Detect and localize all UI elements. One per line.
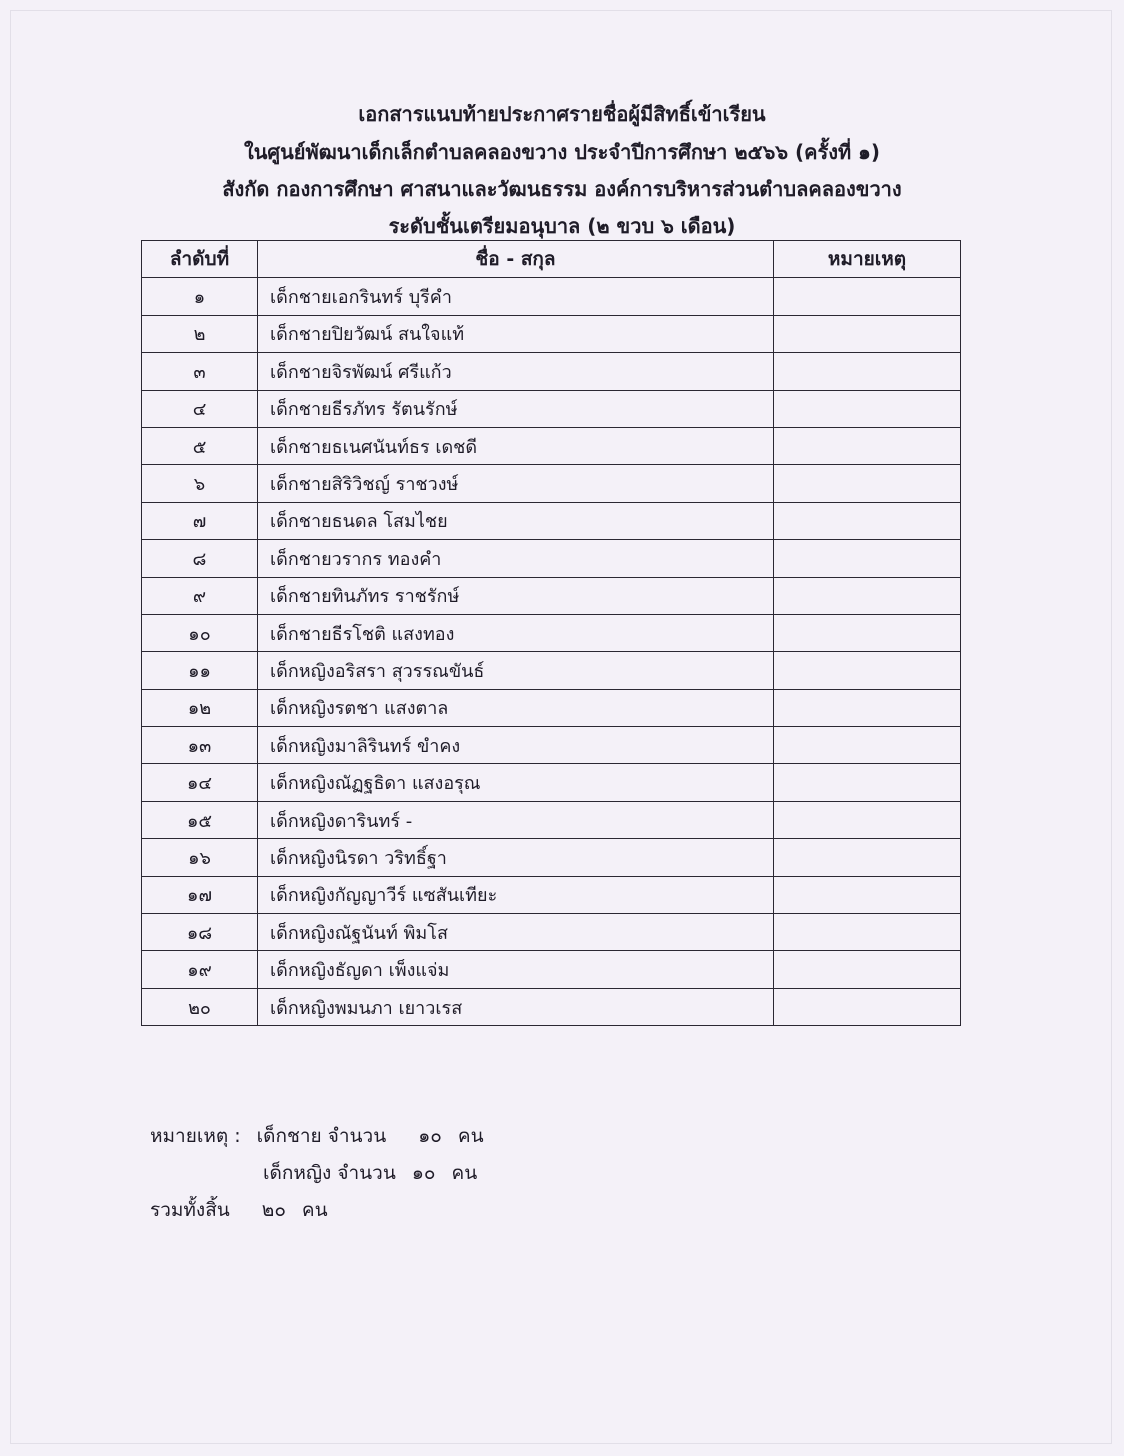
table-row xyxy=(142,315,961,352)
title-line-1: เอกสารแนบท้ายประกาศรายชื่อผู้มีสิทธิ์เข้าเรียน xyxy=(358,102,766,126)
order-cell: ๑๕ xyxy=(142,801,258,838)
table-row xyxy=(142,465,961,502)
note-cell xyxy=(774,652,961,689)
order-cell: ๑๐ xyxy=(142,614,258,651)
table-row xyxy=(142,988,961,1025)
note-cell xyxy=(774,727,961,764)
name-cell: เด็กหญิงมาลิรินทร์ ขำคง xyxy=(258,727,774,764)
note-cell xyxy=(774,502,961,539)
note-cell xyxy=(774,839,961,876)
summary-total xyxy=(150,1195,328,1225)
order-cell: ๓ xyxy=(142,353,258,390)
note-cell xyxy=(774,315,961,352)
table-row xyxy=(142,876,961,913)
summary-total-label: รวมทั้งสิ้น xyxy=(150,1199,230,1221)
note-cell xyxy=(774,540,961,577)
table-row xyxy=(142,577,961,614)
note-cell xyxy=(774,876,961,913)
order-cell: ๒๐ xyxy=(142,988,258,1025)
order-cell: ๑๗ xyxy=(142,876,258,913)
table-header-row xyxy=(142,241,961,278)
note-cell xyxy=(774,465,961,502)
name-cell: เด็กหญิงดารินทร์ - xyxy=(258,801,774,838)
table-row xyxy=(142,764,961,801)
name-cell: เด็กหญิงณัฐนันท์ พิมโส xyxy=(258,914,774,951)
order-cell: ๑๖ xyxy=(142,839,258,876)
order-cell: ๖ xyxy=(142,465,258,502)
document-title xyxy=(0,95,1124,133)
note-cell xyxy=(774,577,961,614)
summary-note-label: หมายเหตุ : xyxy=(150,1125,241,1147)
name-cell: เด็กหญิงพมนภา เยาวเรส xyxy=(258,988,774,1025)
order-cell: ๒ xyxy=(142,315,258,352)
document-affiliation xyxy=(0,170,1124,208)
order-cell: ๑ xyxy=(142,278,258,315)
table-row xyxy=(142,839,961,876)
name-cell: เด็กชายเอกรินทร์ บุรีคำ xyxy=(258,278,774,315)
order-cell: ๑๘ xyxy=(142,914,258,951)
name-cell: เด็กหญิงธัญดา เพ็งแจ่ม xyxy=(258,951,774,988)
table-row xyxy=(142,278,961,315)
note-cell xyxy=(774,988,961,1025)
title-line-4: ระดับชั้นเตรียมอนุบาล (๒ ขวบ ๖ เดือน) xyxy=(388,214,736,238)
summary-girls-unit: คน xyxy=(451,1162,478,1184)
table-row xyxy=(142,540,961,577)
name-cell: เด็กชายวรากร ทองคำ xyxy=(258,540,774,577)
order-cell: ๕ xyxy=(142,427,258,464)
order-cell: ๗ xyxy=(142,502,258,539)
title-line-3: สังกัด กองการศึกษา ศาสนาและวัฒนธรรม องค์การบริหารส่วนตำบลคลองขวาง xyxy=(222,177,902,201)
table-row xyxy=(142,801,961,838)
table-row xyxy=(142,390,961,427)
table-body xyxy=(142,278,961,1026)
order-cell: ๑๔ xyxy=(142,764,258,801)
table-row xyxy=(142,914,961,951)
name-cell: เด็กชายจิรพัฒน์ ศรีแก้ว xyxy=(258,353,774,390)
title-line-2: ในศูนย์พัฒนาเด็กเล็กตำบลคลองขวาง ประจำปีการศึกษา ๒๕๖๖ (ครั้งที่ ๑) xyxy=(243,140,881,164)
note-cell xyxy=(774,801,961,838)
table-row xyxy=(142,652,961,689)
order-cell: ๘ xyxy=(142,540,258,577)
name-cell: เด็กหญิงรตชา แสงตาล xyxy=(258,689,774,726)
name-cell: เด็กหญิงณัฏฐธิดา แสงอรุณ xyxy=(258,764,774,801)
summary-boys-unit: คน xyxy=(457,1125,484,1147)
name-cell: เด็กหญิงกัญญาวีร์ แซสันเทียะ xyxy=(258,876,774,913)
note-cell xyxy=(774,278,961,315)
table-row xyxy=(142,427,961,464)
summary-total-unit: คน xyxy=(301,1199,328,1221)
document-subtitle xyxy=(0,133,1124,171)
name-cell: เด็กชายทินภัทร ราชรักษ์ xyxy=(258,577,774,614)
name-cell: เด็กชายปิยวัฒน์ สนใจแท้ xyxy=(258,315,774,352)
order-cell: ๑๓ xyxy=(142,727,258,764)
summary-total-count: ๒๐ xyxy=(261,1199,286,1221)
name-cell: เด็กชายธเนศนันท์ธร เดชดี xyxy=(258,427,774,464)
table-row xyxy=(142,951,961,988)
student-roster-table xyxy=(141,240,961,1026)
name-cell: เด็กชายธีรโชติ แสงทอง xyxy=(258,614,774,651)
note-cell xyxy=(774,614,961,651)
summary-boys-count: ๑๐ xyxy=(418,1125,442,1147)
header-order: ลำดับที่ xyxy=(142,241,258,278)
order-cell: ๙ xyxy=(142,577,258,614)
note-cell xyxy=(774,764,961,801)
note-cell xyxy=(774,353,961,390)
name-cell: เด็กชายธีรภัทร รัตนรักษ์ xyxy=(258,390,774,427)
order-cell: ๑๒ xyxy=(142,689,258,726)
summary-boys-label: เด็กชาย จำนวน xyxy=(256,1125,387,1147)
note-cell xyxy=(774,951,961,988)
note-cell xyxy=(774,427,961,464)
table-row xyxy=(142,353,961,390)
summary-girls xyxy=(263,1158,477,1188)
name-cell: เด็กชายธนดล โสมไชย xyxy=(258,502,774,539)
order-cell: ๑๑ xyxy=(142,652,258,689)
note-cell xyxy=(774,390,961,427)
name-cell: เด็กชายสิริวิชญ์ ราชวงษ์ xyxy=(258,465,774,502)
summary-girls-label: เด็กหญิง จำนวน xyxy=(263,1162,396,1184)
order-cell: ๔ xyxy=(142,390,258,427)
note-cell xyxy=(774,914,961,951)
table-row xyxy=(142,689,961,726)
table-row xyxy=(142,727,961,764)
summary-boys xyxy=(150,1121,484,1151)
name-cell: เด็กหญิงอริสรา สุวรรณขันธ์ xyxy=(258,652,774,689)
header-name: ชื่อ - สกุล xyxy=(258,241,774,278)
order-cell: ๑๙ xyxy=(142,951,258,988)
note-cell xyxy=(774,689,961,726)
table-row xyxy=(142,614,961,651)
summary-girls-count: ๑๐ xyxy=(411,1162,436,1184)
header-note: หมายเหตุ xyxy=(774,241,961,278)
name-cell: เด็กหญิงนิรดา วริทธิ์ฐา xyxy=(258,839,774,876)
table-row xyxy=(142,502,961,539)
